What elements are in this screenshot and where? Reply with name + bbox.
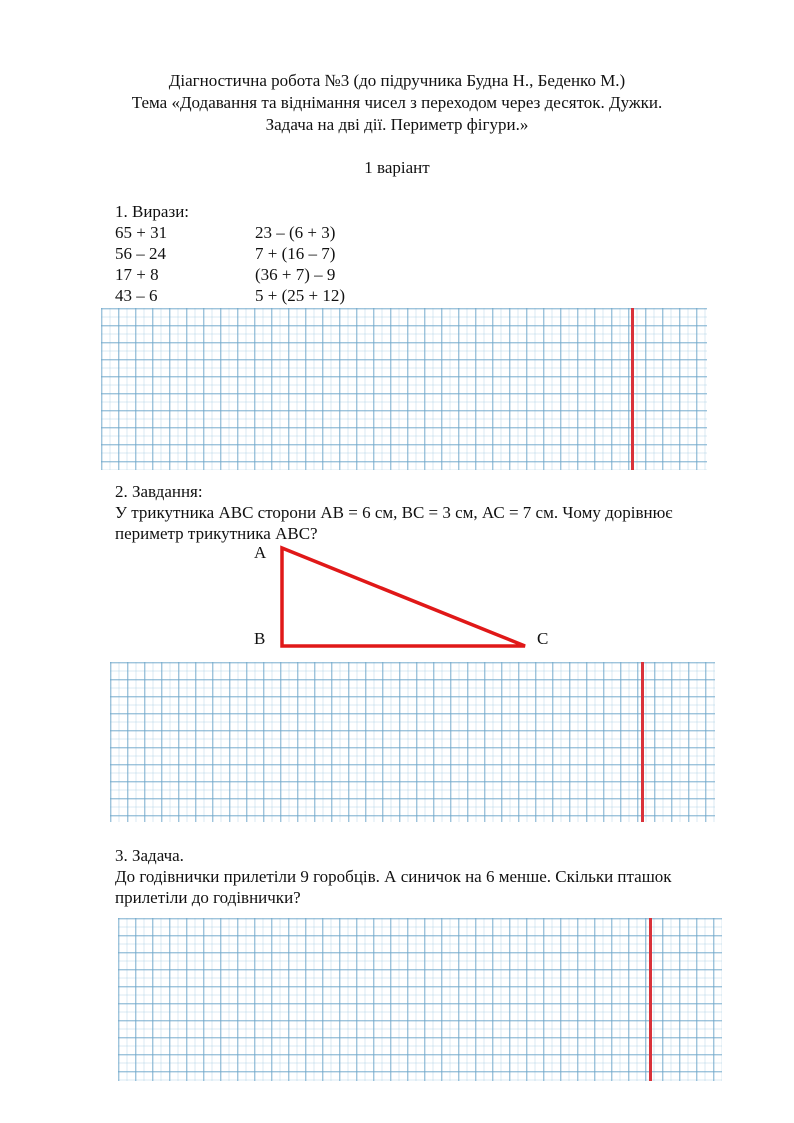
expression: 23 – (6 + 3) [255,223,336,242]
expression: 17 + 8 [115,265,159,284]
topic-line-1: Тема «Додавання та віднімання чисел з переходом через десяток. Дужки. [131,93,663,112]
triangle-abc [282,548,525,646]
expression: 5 + (25 + 12) [255,286,345,305]
variant-label: 1 варіант [364,158,430,177]
answer-grid-2[interactable] [110,662,715,822]
expression: 65 + 31 [115,223,168,242]
vertex-label-a: А [254,543,267,562]
task1-title: 1. Вирази: [115,202,190,221]
margin-line [641,662,644,822]
task3-text-line-2: прилетіли до годівнички? [115,888,301,907]
topic-line-2: Задача на дві дії. Периметр фігури.» [265,115,529,134]
vertex-label-b: В [254,629,266,648]
vertex-label-c: С [537,629,549,648]
expression: 7 + (16 – 7) [255,244,336,263]
task3-title: 3. Задача. [115,846,184,865]
answer-grid-1[interactable] [101,308,707,470]
task2-title: 2. Завдання: [115,482,203,501]
expression: 56 – 24 [115,244,166,263]
answer-grid-3[interactable] [118,918,722,1081]
expression: (36 + 7) – 9 [255,265,336,284]
margin-line [649,918,652,1081]
task3-text-line-1: До годівнички прилетіли 9 горобців. А синичок на 6 менше. Скільки пташок [115,867,672,886]
expression: 43 – 6 [115,286,158,305]
task2-text-line-1: У трикутника АВС сторони АВ = 6 см, ВС = 3 см, АС = 7 см. Чому дорівнює [115,503,673,522]
triangle-figure [270,540,540,655]
worksheet-title: Діагностична робота №3 (до підручника Будна Н., Беденко М.) [168,71,626,90]
margin-line [631,308,634,470]
task2-text-line-2: периметр трикутника АВС? [115,524,318,543]
